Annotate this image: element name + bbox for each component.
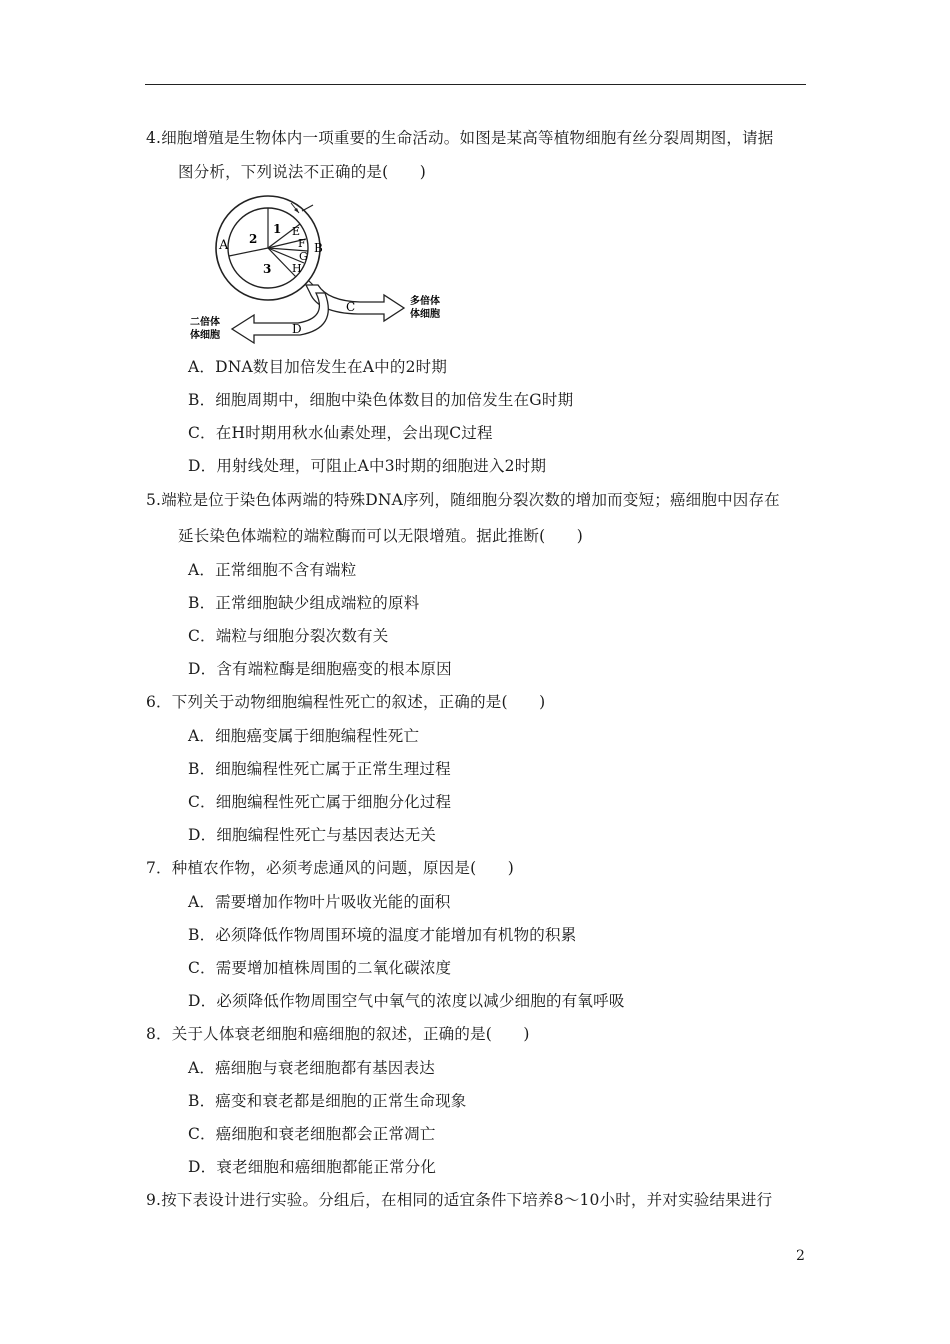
cell-cycle-figure	[188, 193, 488, 345]
label-h: H	[292, 262, 302, 275]
label-b: B	[314, 241, 323, 255]
q7-option-b: B．必须降低作物周围环境的温度才能增加有机物的积累	[188, 926, 577, 944]
label-1: 1	[273, 222, 282, 236]
header-rule	[145, 84, 806, 85]
q6-stem: 6．下列关于动物细胞编程性死亡的叙述，正确的是( )	[146, 693, 546, 711]
q8-option-b: B．癌变和衰老都是细胞的正常生命现象	[188, 1092, 467, 1110]
q4-option-b: B．细胞周期中，细胞中染色体数目的加倍发生在G时期	[188, 391, 574, 409]
q6-option-d: D．细胞编程性死亡与基因表达无关	[188, 826, 437, 844]
q5-option-c: C．端粒与细胞分裂次数有关	[188, 627, 389, 645]
q5-option-d: D．含有端粒酶是细胞癌变的根本原因	[188, 660, 452, 678]
q4-stem-line2: 图分析，下列说法不正确的是( )	[178, 163, 426, 181]
diploid-label-line1: 二倍体	[190, 317, 220, 328]
label-g: G	[299, 250, 308, 263]
q5-option-a: A．正常细胞不含有端粒	[188, 561, 357, 579]
q4-option-d: D．用射线处理，可阻止A中3时期的细胞进入2时期	[188, 457, 547, 475]
q7-option-d: D．必须降低作物周围空气中氧气的浓度以减少细胞的有氧呼吸	[188, 992, 625, 1010]
label-2: 2	[249, 232, 258, 246]
page-number: 2	[796, 1248, 805, 1264]
label-c: C	[346, 300, 356, 314]
q5-stem-line1: 5.端粒是位于染色体两端的特殊DNA序列，随细胞分裂次数的增加而变短；癌细胞中因存在	[146, 491, 780, 509]
label-f: F	[298, 237, 306, 250]
q7-option-a: A．需要增加作物叶片吸收光能的面积	[188, 893, 451, 911]
q9-stem: 9.按下表设计进行实验。分组后，在相同的适宜条件下培养8～10小时，并对实验结果进行	[146, 1191, 773, 1209]
q6-option-a: A．细胞癌变属于细胞编程性死亡	[188, 727, 420, 745]
q7-option-c: C．需要增加植株周围的二氧化碳浓度	[188, 959, 452, 977]
q8-option-c: C．癌细胞和衰老细胞都会正常凋亡	[188, 1125, 436, 1143]
label-3: 3	[263, 262, 272, 276]
q7-stem: 7．种植农作物，必须考虑通风的问题，原因是( )	[146, 859, 514, 877]
label-e: E	[292, 225, 301, 238]
label-d: D	[292, 322, 302, 336]
q4-stem-line1: 4.细胞增殖是生物体内一项重要的生命活动。如图是某高等植物细胞有丝分裂周期图，请据	[146, 129, 774, 147]
q4-option-a: A．DNA数目加倍发生在A中的2时期	[188, 358, 448, 376]
q4-option-c: C．在H时期用秋水仙素处理，会出现C过程	[188, 424, 493, 442]
label-a: A	[219, 238, 229, 253]
polyploid-label-line1: 多倍体	[410, 296, 440, 307]
q5-stem-line2: 延长染色体端粒的端粒酶而可以无限增殖。据此推断( )	[178, 527, 583, 545]
q6-option-c: C．细胞编程性死亡属于细胞分化过程	[188, 793, 452, 811]
q5-option-b: B．正常细胞缺少组成端粒的原料	[188, 594, 420, 612]
diploid-label-line2: 体细胞	[190, 330, 220, 341]
q8-option-a: A．癌细胞与衰老细胞都有基因表达	[188, 1059, 435, 1077]
polyploid-label-line2: 体细胞	[410, 309, 440, 320]
q6-option-b: B．细胞编程性死亡属于正常生理过程	[188, 760, 451, 778]
q8-option-d: D．衰老细胞和癌细胞都能正常分化	[188, 1158, 437, 1176]
q8-stem: 8．关于人体衰老细胞和癌细胞的叙述，正确的是( )	[146, 1025, 530, 1043]
